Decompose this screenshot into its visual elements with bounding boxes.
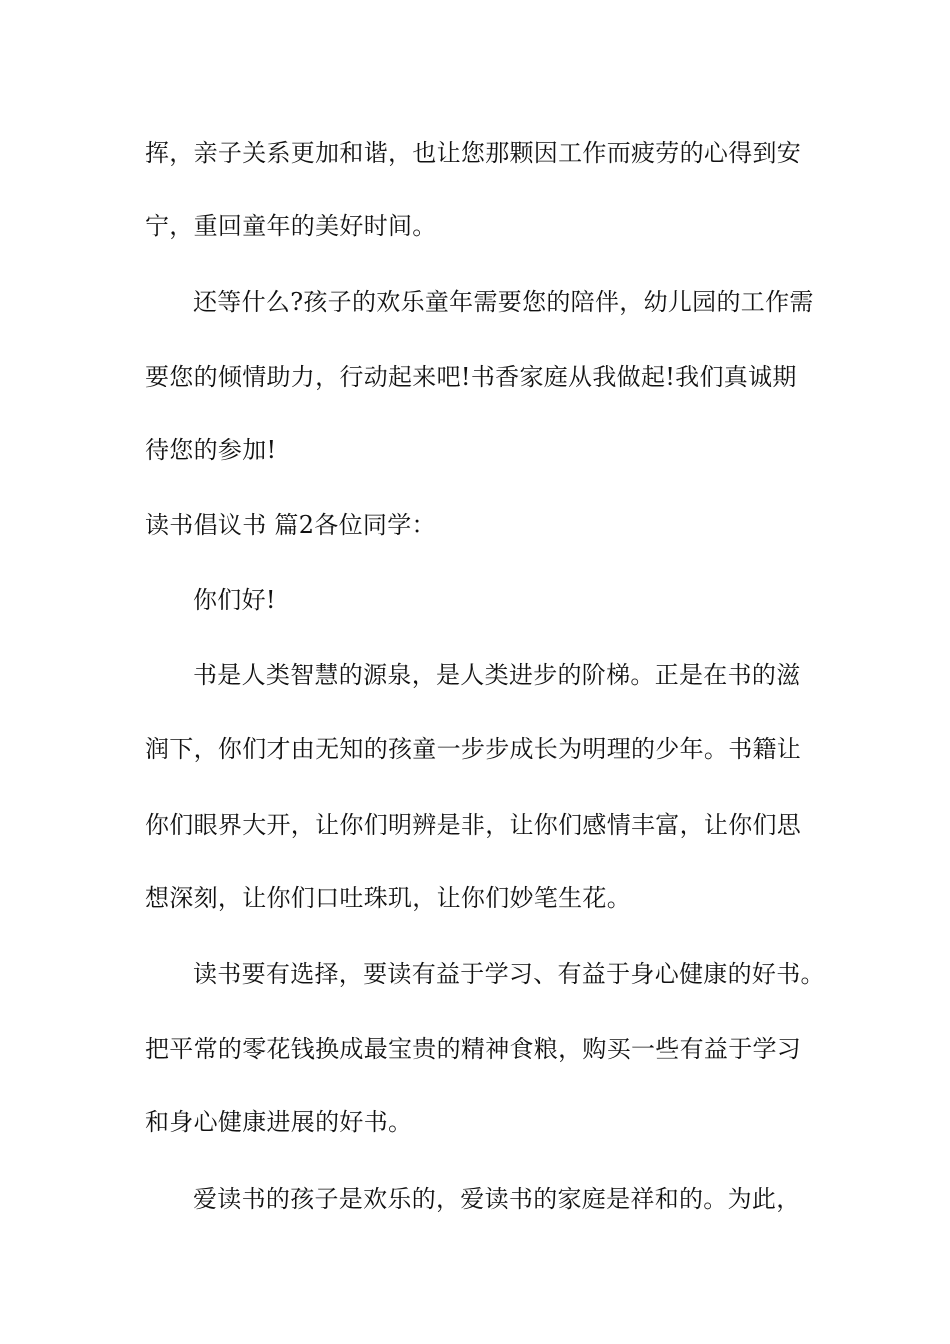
- text-line: 想深刻，让你们口吐珠玑，让你们妙笔生花。: [145, 884, 631, 912]
- greeting: 你们好!: [193, 586, 276, 614]
- text-line: 润下，你们才由无知的孩童一步步成长为明理的少年。书籍让: [145, 735, 802, 763]
- text-line: 还等什么?孩子的欢乐童年需要您的陪伴，幼儿园的工作需: [193, 288, 814, 316]
- text-line: 宁，重回童年的美好时间。: [145, 212, 437, 240]
- text-line: 把平常的零花钱换成最宝贵的精神食粮，购买一些有益于学习: [145, 1035, 802, 1063]
- text-line: 读书要有选择，要读有益于学习、有益于身心健康的好书。: [193, 960, 825, 988]
- text-line: 书是人类智慧的源泉，是人类进步的阶梯。正是在书的滋: [193, 661, 801, 689]
- text-line: 待您的参加!: [145, 436, 277, 464]
- text-line: 你们眼界大开，让你们明辨是非，让你们感情丰富，让你们思: [145, 811, 802, 839]
- text-line: 要您的倾情助力，行动起来吧!书香家庭从我做起!我们真诚期: [145, 363, 797, 391]
- section-heading: 读书倡议书 篇2各位同学：: [145, 511, 436, 539]
- text-line: 挥，亲子关系更加和谐，也让您那颗因工作而疲劳的心得到安: [145, 139, 802, 167]
- text-line: 和身心健康进展的好书。: [145, 1108, 413, 1136]
- text-line: 爱读书的孩子是欢乐的，爱读书的家庭是祥和的。为此，: [193, 1185, 801, 1213]
